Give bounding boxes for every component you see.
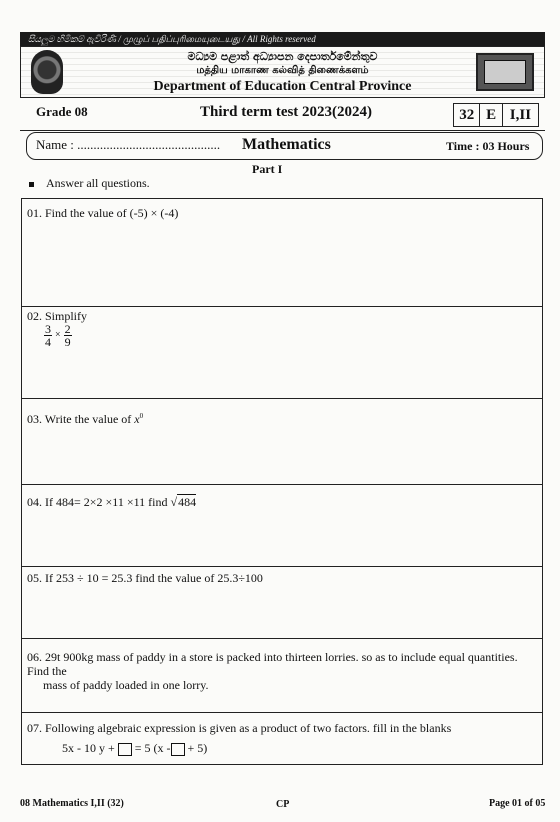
- paper-code-box: [453, 103, 539, 127]
- footer-paper-code: 08 Mathematics I,II (32): [20, 798, 124, 809]
- name-field[interactable]: Name : ............................................: [36, 137, 221, 152]
- question-07: 07. Following algebraic expression is given as a product of two factors. fill in the blanks: [27, 721, 452, 735]
- subject-title: Mathematics: [242, 136, 331, 153]
- term-title: Third term test 2023(2024): [200, 104, 373, 120]
- question-divider: [21, 566, 543, 567]
- question-05: 05. If 253 ÷ 10 = 25.3 find the value of 25.3÷100: [27, 571, 263, 585]
- question-divider: [21, 712, 543, 713]
- question-04: 04. If 484= 2×2 ×11 ×11 find √484: [27, 495, 197, 509]
- paper-code-parts: I,II: [509, 107, 532, 123]
- department-title: Department of Education Central Province: [153, 79, 412, 94]
- fraction: $\frac{3}{4}$: [45, 322, 51, 349]
- department-banner: [20, 46, 545, 98]
- paper-code-number: 32: [454, 104, 480, 126]
- grade-label: Grade 08: [36, 104, 88, 119]
- part-heading: Part I: [252, 162, 283, 176]
- flag-emblem-icon: [476, 53, 534, 91]
- bullet-icon: [29, 182, 34, 187]
- question-02: 02. Simplify: [27, 309, 88, 323]
- multiply-sign: ×: [55, 329, 61, 341]
- question-01: 01. Find the value of (-5) × (-4): [27, 206, 179, 220]
- question-03: 03. Write the value of $x^0$: [27, 412, 144, 426]
- question-divider: [21, 638, 543, 639]
- blank-box[interactable]: [171, 743, 185, 756]
- sinhala-title: මධ්‍යම පළාත් අධ්‍යාපන දෙපාර්තමේන්තුව: [187, 50, 378, 63]
- question-divider: [21, 306, 543, 307]
- instruction-text: Answer all questions.: [46, 176, 150, 190]
- footer-province: CP: [276, 799, 290, 810]
- square-root-icon: √: [170, 495, 178, 509]
- tamil-title: மத்திய மாகாண கல்வித் திணைக்களம்: [196, 65, 369, 76]
- question-07-expression: 5x - 10 y + = 5 (x - + 5): [62, 741, 208, 755]
- paper-code-medium: E: [480, 104, 502, 126]
- time-label: Time : 03 Hours: [446, 139, 530, 153]
- question-02-expression: [44, 323, 72, 348]
- question-divider: [21, 398, 543, 399]
- question-divider: [21, 484, 543, 485]
- question-06: 06. 29t 900kg mass of paddy in a store is packed into thirteen lorries. so as to include equal quantities. Find the mass of paddy loaded in one lorry.: [27, 650, 518, 692]
- copyright-strip: සියලුම හිමිකම් ඇවිරිණි / முழுப் பதிப்புரிமையுடையது / All Rights reserved: [20, 32, 545, 46]
- fraction: $\frac{2}{9}$: [64, 322, 71, 349]
- footer-page-number: Page 01 of 05: [489, 798, 546, 809]
- blank-box[interactable]: [118, 743, 132, 756]
- divider: [20, 130, 545, 131]
